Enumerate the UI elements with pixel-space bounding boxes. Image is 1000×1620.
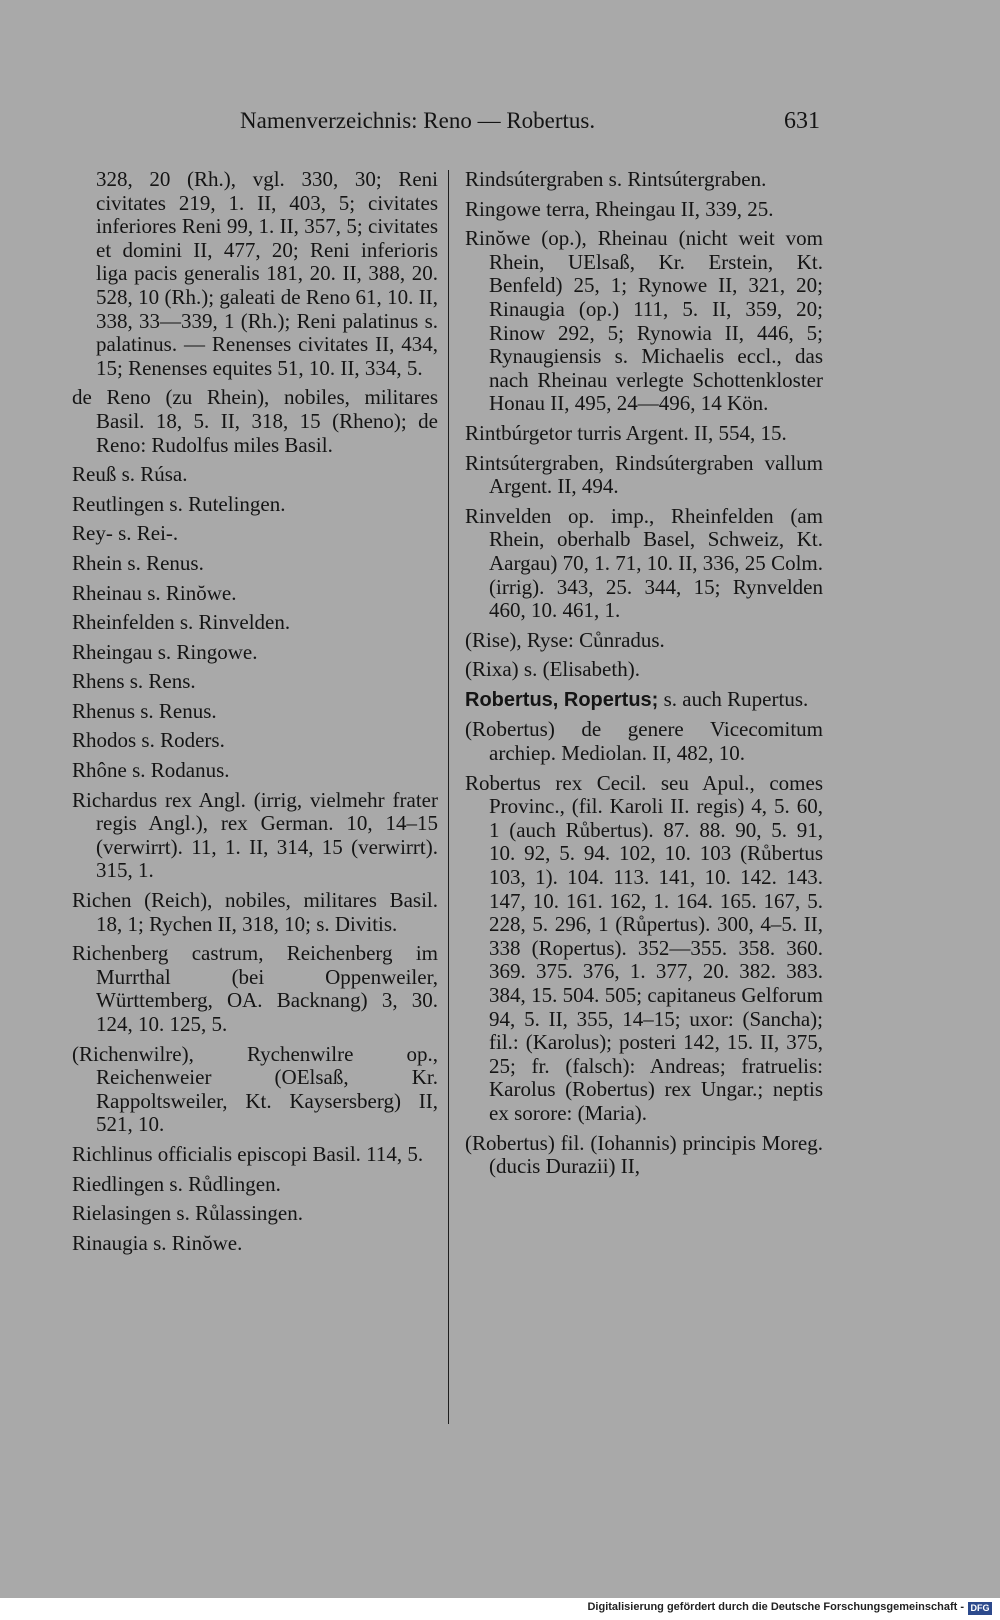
index-entry: (Robertus) de genere Vicecomitum archiep. Mediolan. II, 482, 10. (465, 717, 823, 766)
index-entry: Ringowe terra, Rheingau II, 339, 25. (465, 196, 774, 221)
index-entry: Rey- s. Rei-. (72, 521, 179, 546)
column-divider (448, 170, 449, 1424)
index-entry: Rinaugia s. Rinŏwe. (72, 1230, 243, 1255)
index-entry: Rhodos s. Roders. (72, 728, 225, 753)
header-title: Namenverzeichnis: Reno — Robertus. (240, 108, 596, 133)
index-entry: 328, 20 (Rh.), vgl. 330, 30; Reni civitates 219, 1. II, 403, 5; civitates inferiores Reni 99, 1. II, 357, 5; civitates et domini II, 477, 20; Reni inferioris liga pacis generalis 181, 20. II, 388, 20. 528, 10 (Rh.); galeati de Reno 61, 10. II, 338, 33—339, 1 (Rh.); Reni palatinus s. palatinus. — Renenses civitates II, 434, 15; Renenses equites 51, 10. II, 334, 5. (96, 167, 438, 380)
index-entry: de Reno (zu Rhein), nobiles, militares Basil. 18, 5. II, 318, 15 (Rheno); de Reno: Rudolfus miles Basil. (72, 385, 438, 457)
index-entry: Rhône s. Rodanus. (72, 758, 230, 783)
index-entry: (Richenwilre), Rychenwilre op., Reichenweier (OElsaß, Kr. Rappoltsweiler, Kt. Kaysersberg) II, 521, 10. (72, 1041, 438, 1137)
index-entry: Rindsútergraben s. Rintsútergraben. (465, 167, 767, 191)
index-entry: Rheingau s. Ringowe. (72, 639, 258, 664)
left-column (72, 168, 438, 1261)
index-entry: Reutlingen s. Rutelingen. (72, 491, 286, 516)
page-number: 631 (784, 108, 820, 134)
footer-bar (0, 1598, 1000, 1620)
index-entry: Rhens s. Rens. (72, 669, 196, 694)
index-entry: Rheinau s. Rinŏwe. (72, 580, 237, 605)
index-entry: (Rixa) s. (Elisabeth). (465, 657, 640, 682)
index-entry: Robertus rex Cecil. seu Apul., comes Provinc., (fil. Karoli II. regis) 4, 5. 60, 1 (auch Růbertus). 87. 88. 90, 5. 91, 10. 92, 5. 94. 102, 10. 103 (Růbertus 103, 1). 104. 113. 141, 10. 142. 143. 147, 10. 161. 162, 1. 164. 165. 167, 5. 228, 5. 296, 1 (Růpertus). 300, 4–5. II, 338 (Ropertus). 352—355. 358. 360. 369. 375. 376, 1. 377, 20. 382. 383. 384, 15. 504. 505; capitaneus Gelforum 94, 5. II, 355, 14–15; uxor: (Sancha); fil.: (Karolus); posteri 142, 15. II, 375, 25; fr. (falsch): Andreas; fratruelis: Karolus (Robertus) rex Ungar.; neptis ex sorore: (Maria). (465, 770, 823, 1125)
running-header (240, 108, 820, 142)
index-entry: (Rise), Ryse: Cůnradus. (465, 627, 665, 652)
index-entry: Rhenus s. Renus. (72, 698, 217, 723)
right-column (465, 168, 823, 1185)
index-entry: Robertus, Ropertus; s. auch Rupertus. (465, 686, 809, 711)
index-entry: Rielasingen s. Růlassingen. (72, 1201, 303, 1226)
dfg-logo: DFG (968, 1602, 992, 1615)
index-entry: Rinvelden op. imp., Rheinfelden (am Rhein, oberhalb Basel, Schweiz, Kt. Aargau) 70, 1. 71, 10. II, 336, 25 Colm. (irrig). 343, 25. 344, 15; Rynvelden 460, 10. 461, 1. (465, 503, 823, 623)
footer-credit: Digitalisierung gefördert durch die Deutsche Forschungsgemeinschaft - (587, 1601, 964, 1613)
index-entry: (Robertus) fil. (Iohannis) principis Moreg. (ducis Durazii) II, (465, 1130, 823, 1179)
index-entry: Richenberg castrum, Reichenberg im Murrthal (bei Oppenweiler, Württemberg, OA. Backnang) 3, 30. 124, 10. 125, 5. (72, 941, 438, 1036)
index-entry: Rintbúrgetor turris Argent. II, 554, 15. (465, 420, 787, 445)
index-entry: Reuß s. Rúsa. (72, 462, 188, 487)
index-entry: Richardus rex Angl. (irrig, vielmehr frater regis Angl.), rex German. 10, 14–15 (verwirrt). 11, 1. II, 314, 15 (verwirrt). 315, 1. (72, 787, 438, 883)
index-entry: Rintsútergraben, Rindsútergraben vallum Argent. II, 494. (465, 450, 823, 499)
index-entry: Richen (Reich), nobiles, militares Basil. 18, 1; Rychen II, 318, 10; s. Divitis. (72, 888, 438, 936)
index-entry: Rhein s. Renus. (72, 550, 204, 575)
index-entry: Riedlingen s. Růdlingen. (72, 1171, 281, 1196)
entry-lemma: Robertus, Ropertus; (465, 688, 659, 711)
index-entry: Rheinfelden s. Rinvelden. (72, 610, 291, 635)
index-entry: Rinŏwe (op.), Rheinau (nicht weit vom Rhein, UElsaß, Kr. Erstein, Kt. Benfeld) 25, 1; Rynowe II, 321, 20; Rinaugia (op.) 111, 5. II, 359, 20; Rinow 292, 5; Rynowia II, 446, 5; Rynaugiensis s. Michaelis eccl., das nach Rheinau verlegte Schottenkloster Honau II, 495, 24—496, 14 Kön. (465, 226, 823, 416)
index-entry: Richlinus officialis episcopi Basil. 114, 5. (72, 1141, 424, 1166)
